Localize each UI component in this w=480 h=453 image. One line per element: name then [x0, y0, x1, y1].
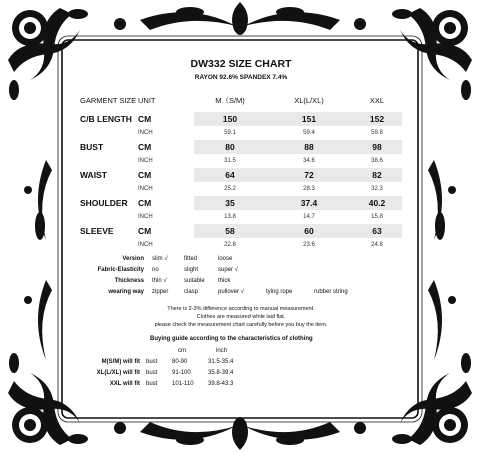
table-cell: 63	[352, 224, 402, 238]
column-header: XL(L/XL)	[294, 95, 324, 105]
table-row	[80, 126, 402, 140]
table-cell: 24.8	[371, 242, 383, 248]
unit-cell: INCH	[138, 186, 153, 192]
guide-cm: 91-100	[172, 370, 191, 376]
unit-cell: INCH	[138, 158, 153, 164]
table-cell: 25.2	[224, 186, 236, 192]
guide-fit: XXL will fit	[109, 381, 140, 387]
option-label: Thickness	[114, 278, 144, 284]
measure-label: SLEEVE	[80, 226, 114, 236]
unit-cell: CM	[138, 142, 152, 152]
table-cell: 32.3	[371, 186, 383, 192]
option-row-version	[80, 256, 402, 266]
table-cell: 38.6	[371, 158, 383, 164]
option-value: clasp	[184, 289, 199, 295]
unit-cell: CM	[138, 114, 152, 124]
table-cell: 98	[352, 140, 402, 154]
measure-label: C/B LENGTH	[80, 114, 132, 124]
table-row	[80, 140, 402, 154]
table-cell: 40.2	[352, 196, 402, 210]
option-value: slight	[184, 267, 199, 273]
guide-col-inch: inch	[216, 348, 228, 354]
option-value: thin √	[152, 278, 167, 284]
table-header-row	[80, 88, 402, 112]
corner-ornament-bottom-left	[8, 353, 88, 445]
option-value: slim √	[152, 256, 168, 262]
table-cell: 58	[194, 224, 266, 238]
option-label: wearing way	[108, 289, 144, 295]
option-value: loose	[218, 256, 233, 262]
option-value: thick	[218, 278, 231, 284]
note-line: There is 2-3% difference according to manual measurement.	[167, 306, 315, 312]
table-cell: 22.8	[224, 242, 236, 248]
column-header: UNIT	[138, 95, 156, 105]
table-cell: 72	[266, 168, 352, 182]
table-row	[80, 196, 402, 210]
table-cell: 150	[194, 112, 266, 126]
guide-fit: M(S/M) will fit	[101, 359, 140, 365]
table-cell: 14.7	[303, 214, 315, 220]
option-value: super √	[218, 267, 238, 273]
option-value: no	[152, 267, 159, 273]
column-header: XXL	[369, 95, 385, 105]
table-row	[80, 168, 402, 182]
guide-title: Buying guide according to the characteristics of clothing	[150, 336, 313, 342]
guide-inch: 31.5-35.4	[208, 359, 234, 365]
unit-cell: CM	[138, 198, 152, 208]
table-cell: 59.4	[303, 130, 315, 136]
option-value: fitted	[184, 256, 198, 262]
unit-cell: CM	[138, 170, 152, 180]
right-side-ornament	[428, 160, 456, 360]
chart-title: DW332 SIZE CHART	[190, 58, 292, 70]
option-label: Fabric-Elasticity	[97, 267, 144, 273]
table-row	[80, 112, 402, 126]
table-cell: 34.6	[303, 158, 315, 164]
table-cell: 13.8	[224, 214, 236, 220]
table-cell: 60	[266, 224, 352, 238]
option-value: rubber string	[314, 289, 348, 295]
table-cell: 35	[194, 196, 266, 210]
measure-label: SHOULDER	[80, 198, 128, 208]
guide-cm: 101-110	[172, 381, 194, 387]
option-value: tying rope	[266, 289, 293, 295]
table-cell: 59.1	[224, 130, 236, 136]
table-cell: 151	[266, 112, 352, 126]
size-table	[80, 88, 402, 252]
option-row-elasticity	[80, 267, 402, 277]
measure-label: BUST	[80, 142, 104, 152]
table-cell: 15.8	[371, 214, 383, 220]
table-cell: 64	[194, 168, 266, 182]
table-cell: 80	[194, 140, 266, 154]
column-header: M（S/M)	[215, 95, 245, 105]
option-row-wearing-way	[80, 289, 402, 299]
size-chart	[80, 48, 402, 408]
left-side-ornament	[24, 160, 52, 360]
table-row	[80, 154, 402, 168]
table-cell: 31.5	[224, 158, 236, 164]
guide-col-cm: cm	[178, 348, 186, 354]
table-cell: 28.3	[303, 186, 315, 192]
guide-inch: 35.8-39.4	[208, 370, 234, 376]
option-row-thickness	[80, 278, 402, 288]
table-cell: 23.6	[303, 242, 315, 248]
unit-cell: INCH	[138, 242, 153, 248]
option-value: pullover √	[218, 289, 244, 295]
table-row	[80, 224, 402, 238]
option-value: zipper	[152, 289, 169, 295]
table-row	[80, 182, 402, 196]
guide-part: bust	[146, 359, 158, 365]
unit-cell: INCH	[138, 214, 153, 220]
top-center-ornament	[114, 2, 366, 35]
table-row	[80, 238, 402, 252]
unit-cell: CM	[138, 226, 152, 236]
guide-part: bust	[146, 370, 158, 376]
note-line: Clothes are measured while laid flat.	[196, 314, 286, 320]
table-cell: 37.4	[266, 196, 352, 210]
corner-ornament-bottom-right	[392, 353, 472, 445]
option-label: Version	[122, 256, 144, 262]
guide-inch: 39.8-43.3	[208, 381, 234, 387]
column-header: GARMENT SIZE	[80, 95, 137, 105]
guide-fit: XL(L/XL) will fit	[96, 370, 140, 376]
option-value: suitable	[184, 278, 205, 284]
fabric-composition: RAYON 92.6% SPANDEX 7.4%	[194, 74, 288, 81]
corner-ornament-top-left	[8, 8, 88, 100]
table-row	[80, 210, 402, 224]
table-cell: 82	[352, 168, 402, 182]
unit-cell: INCH	[138, 130, 153, 136]
table-cell: 59.8	[371, 130, 383, 136]
table-cell: 152	[352, 112, 402, 126]
measure-label: WAIST	[80, 170, 107, 180]
corner-ornament-top-right	[392, 8, 472, 100]
table-cell: 88	[266, 140, 352, 154]
guide-cm: 80-90	[172, 359, 188, 365]
note-line: please check the measurement chart carefully before you buy the item.	[154, 322, 328, 328]
guide-part: bust	[146, 381, 158, 387]
